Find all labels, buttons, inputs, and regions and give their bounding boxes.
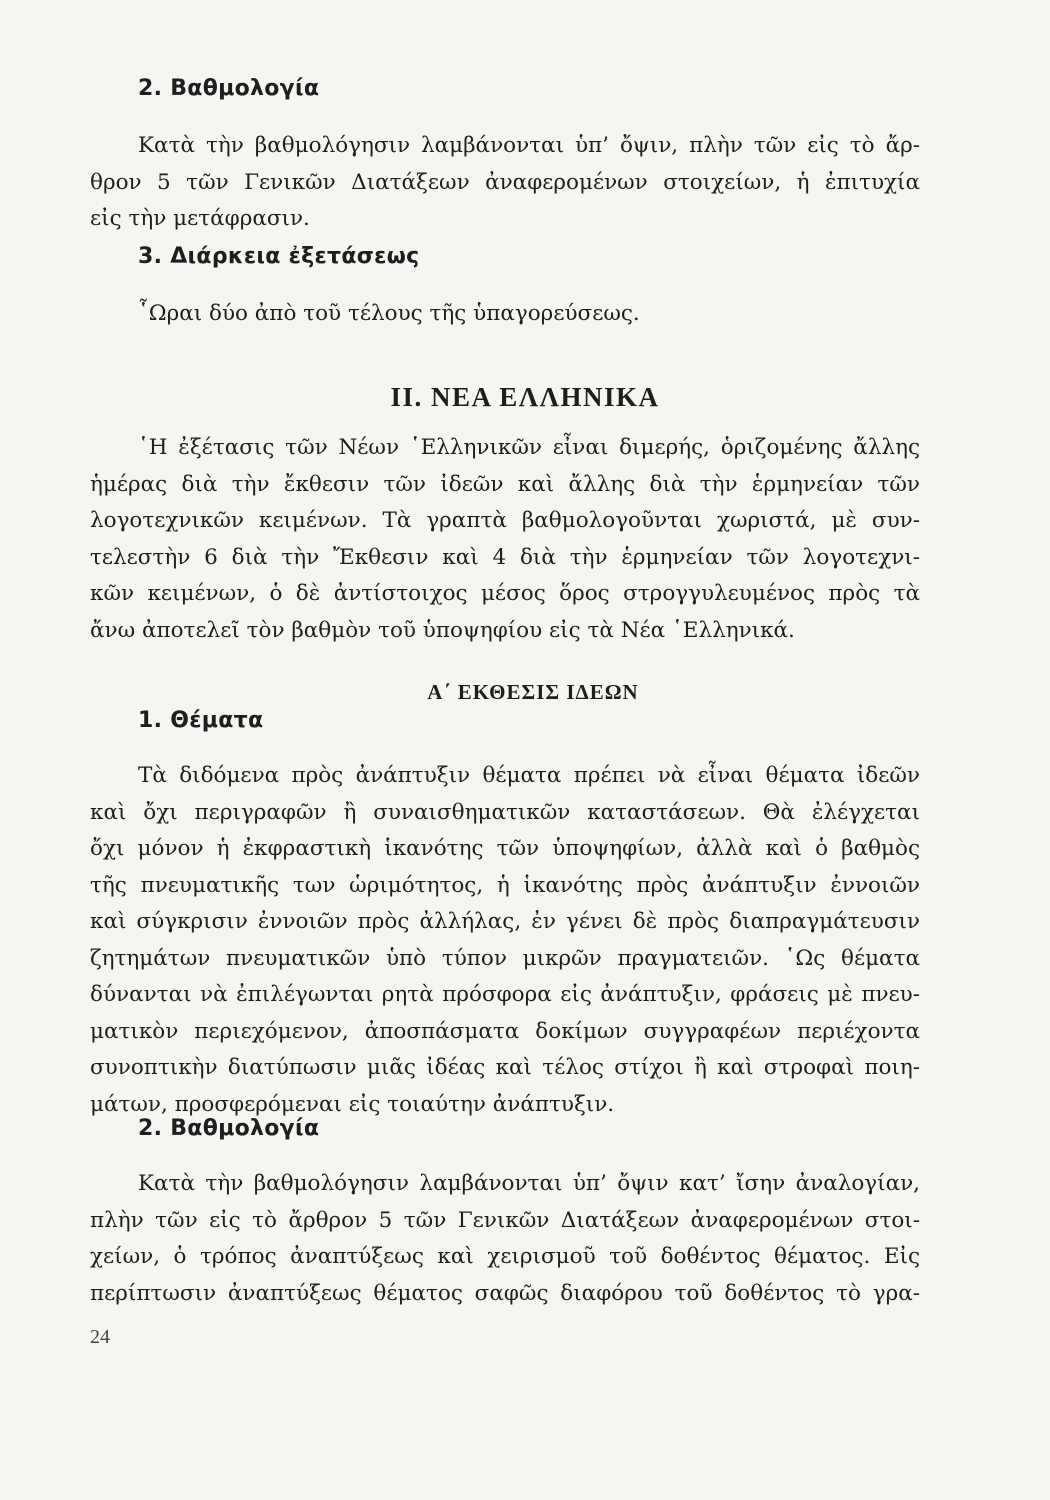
section-heading-grading: 2. Βαθμολογία	[138, 76, 320, 101]
text-line: ματικὸν περιεχόμενον, ἀποσπάσματα δοκίμων συγγραφέων περιέχοντα	[90, 1018, 920, 1044]
text-line: περίπτωσιν ἀναπτύξεως θέματος σαφῶς διαφόρου τοῦ δοθέντος τὸ γρα-	[90, 1280, 920, 1306]
text-line: ἄνω ἀποτελεῖ τὸν βαθμὸν τοῦ ὑποψηφίου εἰς τὰ Νέα ῾Ελληνικά.	[90, 617, 795, 643]
text-line: πλὴν τῶν εἰς τὸ ἄρθρον 5 τῶν Γενικῶν Διατάξεων ἀναφερομένων στοι-	[90, 1207, 920, 1233]
section-heading-topics: 1. Θέματα	[138, 708, 264, 733]
chapter-title: II. ΝΕΑ ΕΛΛΗΝΙΚΑ	[390, 382, 660, 412]
text-line: Κατὰ τὴν βαθμολόγησιν λαμβάνονται ὑπ’ ὄψιν κατ’ ἴσην ἀναλογίαν,	[138, 1171, 920, 1196]
text-line: ζητημάτων πνευματικῶν ὑπὸ τύπον μικρῶν πραγματειῶν. ῾Ως θέματα	[90, 945, 920, 971]
paragraph-duration	[90, 296, 920, 333]
text-line: ῾Η ἐξέτασις τῶν Νέων ῾Ελληνικῶν εἶναι διμερής, ὁριζομένης ἄλλης	[138, 435, 920, 460]
text-line: θρον 5 τῶν Γενικῶν Διατάξεων ἀναφερομένων στοιχείων, ἡ ἐπιτυχία	[90, 169, 920, 195]
paragraph-grading-essay	[90, 1166, 920, 1312]
text-line: ἡμέρας διὰ τὴν ἔκθεσιν τῶν ἰδεῶν καὶ ἄλλης διὰ τὴν ἑρμηνείαν τῶν	[90, 471, 920, 497]
text-line: χείων, ὁ τρόπος ἀναπτύξεως καὶ χειρισμοῦ τοῦ δοθέντος θέματος. Εἰς	[90, 1244, 920, 1269]
text-line: τῆς πνευματικῆς των ὡριμότητος, ἡ ἱκανότης πρὸς ἀνάπτυξιν ἐννοιῶν	[90, 872, 920, 898]
text-line: ῟Ωραι δύο ἀπὸ τοῦ τέλους τῆς ὑπαγορεύσεως.	[138, 301, 640, 326]
text-line: δύνανται νὰ ἐπιλέγωνται ρητὰ πρόσφορα εἰς ἀνάπτυξιν, φράσεις μὲ πνευ-	[90, 982, 920, 1007]
paragraph-topics	[90, 758, 920, 1123]
section-heading-duration: 3. Διάρκεια ἐξετάσεως	[138, 244, 420, 269]
text-line: μάτων, προσφερόμεναι εἰς τοιαύτην ἀνάπτυξιν.	[90, 1091, 615, 1117]
text-line: ὄχι μόνον ἡ ἐκφραστικὴ ἱκανότης τῶν ὑποψηφίων, ἀλλὰ καὶ ὁ βαθμὸς	[90, 836, 920, 861]
text-line: καὶ ὄχι περιγραφῶν ἢ συναισθηματικῶν καταστάσεων. Θὰ ἐλέγχεται	[90, 799, 920, 825]
text-line: συνοπτικὴν διατύπωσιν μιᾶς ἰδέας καὶ τέλος στίχοι ἢ καὶ στροφαὶ ποιη-	[90, 1055, 920, 1080]
paragraph-grading	[90, 128, 920, 238]
text-line: κῶν κειμένων, ὁ δὲ ἀντίστοιχος μέσος ὅρος στρογγυλευμένος πρὸς τὰ	[90, 581, 920, 606]
text-line: Τὰ διδόμενα πρὸς ἀνάπτυξιν θέματα πρέπει νὰ εἶναι θέματα ἰδεῶν	[138, 763, 920, 788]
paragraph-modern-greek	[90, 430, 920, 649]
text-line: καὶ σύγκρισιν ἐννοιῶν πρὸς ἀλλήλας, ἐν γένει δὲ πρὸς διαπραγμάτευσιν	[90, 909, 920, 934]
page-number: 24	[90, 1326, 110, 1348]
subsection-title: Α΄ ΕΚΘΕΣΙΣ ΙΔΕΩΝ	[427, 680, 639, 704]
text-line: λογοτεχνικῶν κειμένων. Τὰ γραπτὰ βαθμολογοῦνται χωριστά, μὲ συν-	[90, 508, 920, 533]
text-line: εἰς τὴν μετάφρασιν.	[90, 206, 310, 231]
text-line: Κατὰ τὴν βαθμολόγησιν λαμβάνονται ὑπ’ ὄψιν, πλὴν τῶν εἰς τὸ ἄρ-	[138, 133, 920, 158]
section-heading-grading-essay: 2. Βαθμολογία	[138, 1116, 320, 1141]
text-line: τελεστὴν 6 διὰ τὴν Ἔκθεσιν καὶ 4 διὰ τὴν ἑρμηνείαν τῶν λογοτεχνι-	[90, 544, 920, 570]
